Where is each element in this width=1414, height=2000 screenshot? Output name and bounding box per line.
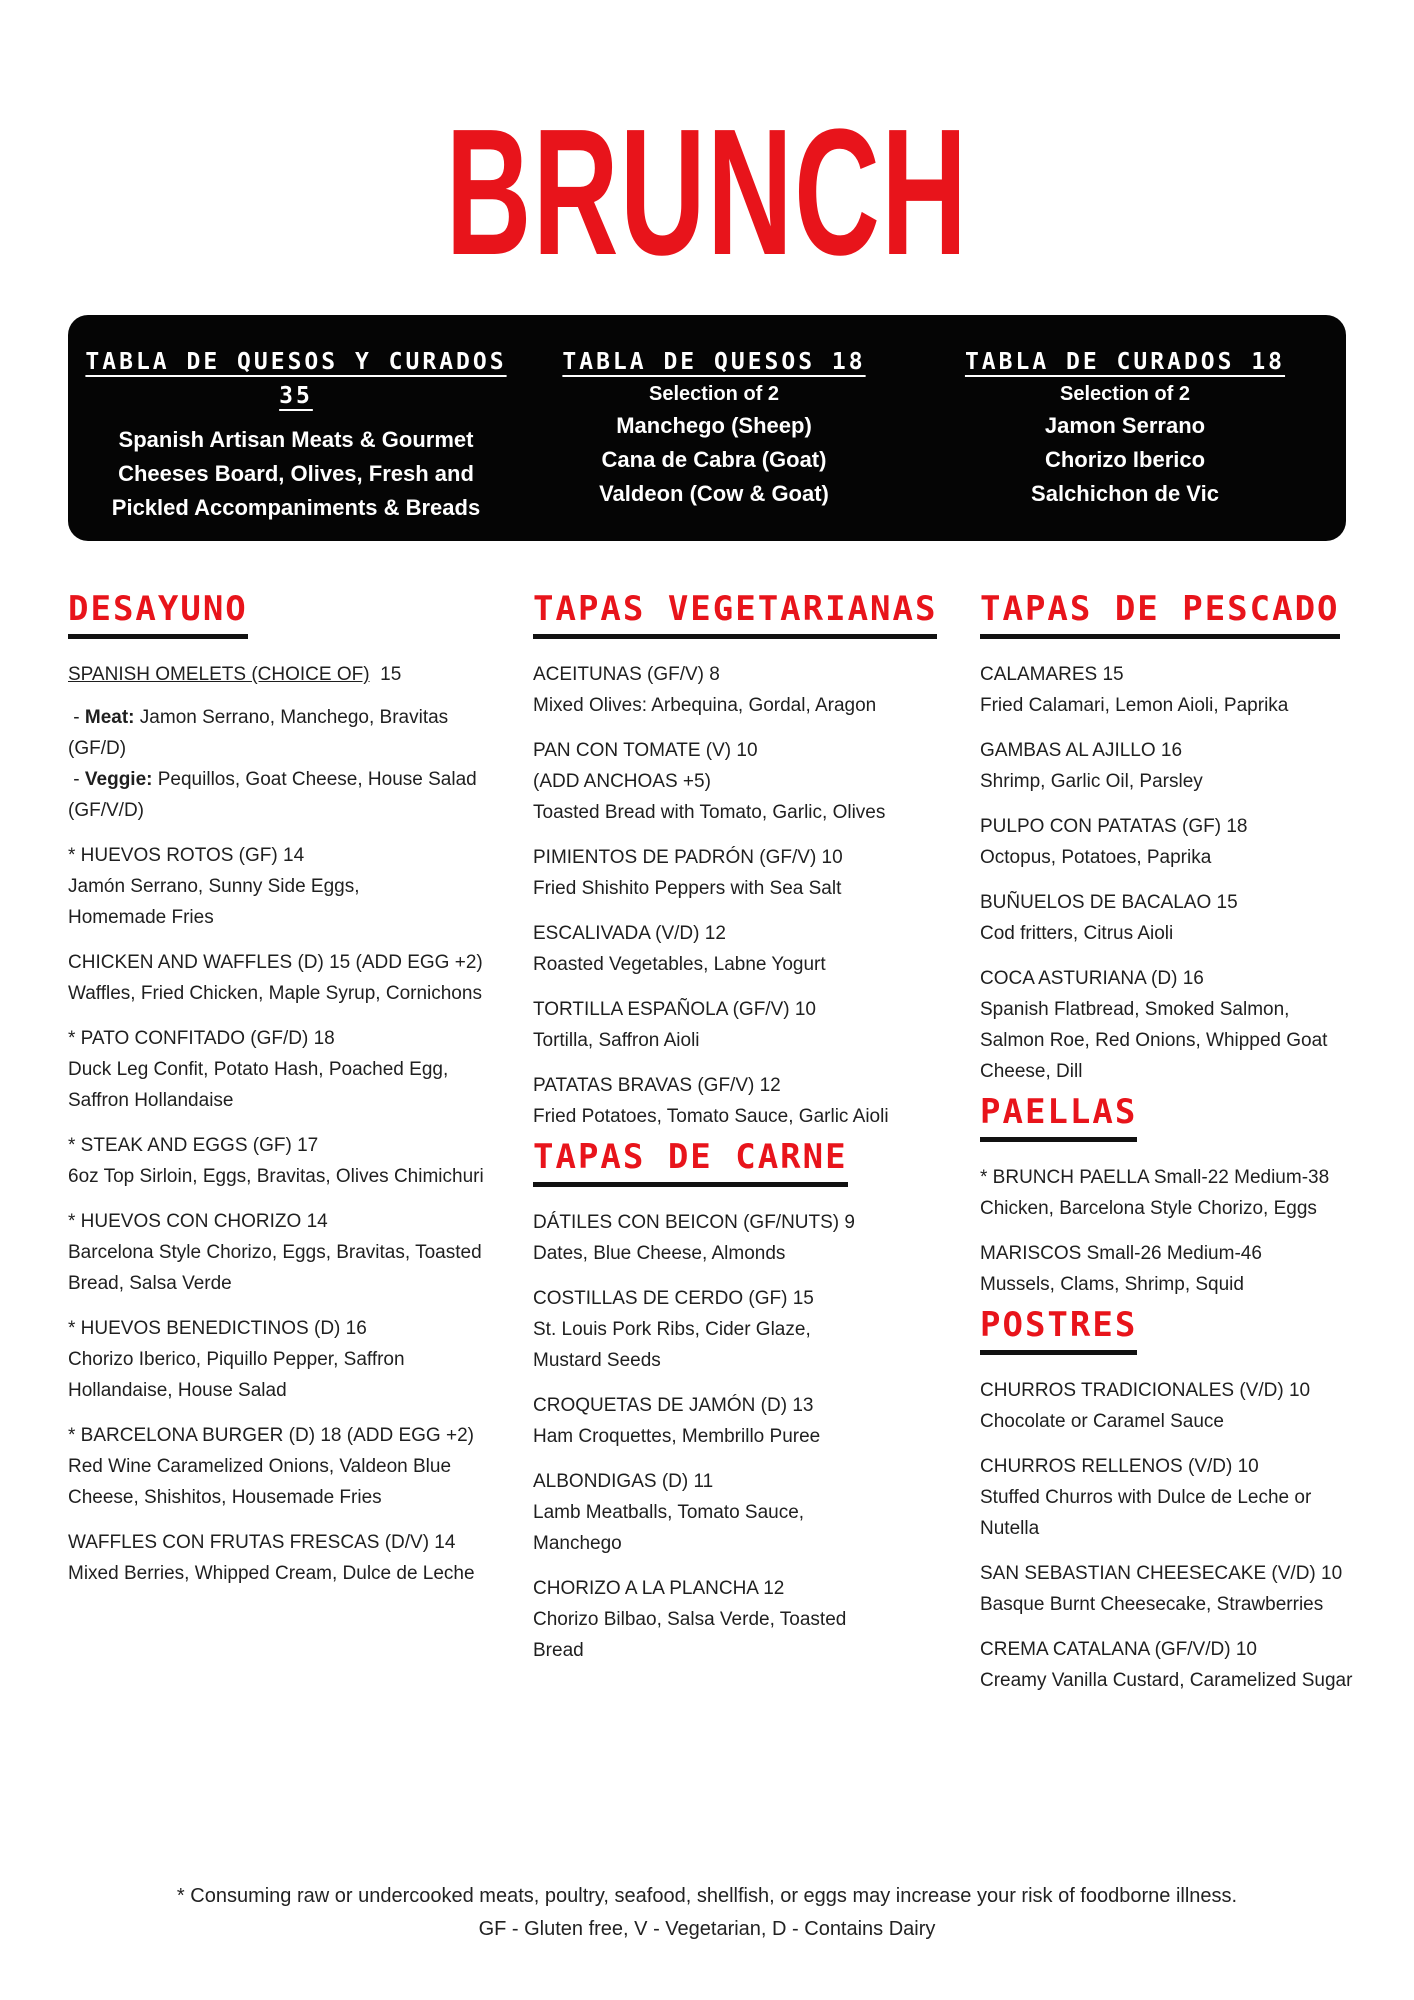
menu-item: CHICKEN AND WAFFLES (D) 15 (ADD EGG +2) Waffles, Fried Chicken, Maple Syrup, Cornichons xyxy=(68,952,483,1004)
menu-item: * BRUNCH PAELLA Small-22 Medium-38 Chicken, Barcelona Style Chorizo, Eggs xyxy=(980,1167,1330,1219)
board-heading: TABLA DE QUESOS 18 xyxy=(562,349,866,375)
board-subtitle: Selection of 2 xyxy=(1059,383,1191,405)
omelet-meat-tags: (GF/D) xyxy=(68,738,127,759)
menu-item: CHURROS TRADICIONALES (V/D) 10 Chocolate or Caramel Sauce xyxy=(980,1380,1311,1432)
menu-title: BRUNCH xyxy=(445,92,969,293)
menu-item: PATATAS BRAVAS (GF/V) 12 Fried Potatoes, Tomato Sauce, Garlic Aioli xyxy=(533,1075,889,1127)
menu-item: COCA ASTURIANA (D) 16 Spanish Flatbread, Smoked Salmon, Salmon Roe, Red Onions, Whipped Goat Cheese, Dill xyxy=(980,968,1328,1082)
menu-item: CALAMARES 15 Fried Calamari, Lemon Aioli, Paprika xyxy=(980,664,1289,716)
menu-item: PAN CON TOMATE (V) 10 (ADD ANCHOAS +5) Toasted Bread with Tomato, Garlic, Olives xyxy=(533,740,886,823)
footer-notes xyxy=(0,1880,1414,1946)
section-heading-vegetarianas: TAPAS VEGETARIANAS xyxy=(533,588,937,639)
board-line: Pickled Accompaniments & Breads xyxy=(111,495,481,520)
board-subtitle: Selection of 2 xyxy=(648,383,780,405)
menu-item: CREMA CATALANA (GF/V/D) 10 Creamy Vanilla Custard, Caramelized Sugar xyxy=(980,1639,1353,1691)
desayuno-column xyxy=(68,588,508,1603)
footer-legend: GF - Gluten free, V - Vegetarian, D - Contains Dairy xyxy=(478,1918,936,1940)
menu-item: * HUEVOS CON CHORIZO 14 Barcelona Style Chorizo, Eggs, Bravitas, Toasted Bread, Salsa Verde xyxy=(68,1211,482,1294)
omelet-veggie-option: - Veggie: Pequillos, Goat Cheese, House Salad xyxy=(68,769,477,790)
section-heading-pescado: TAPAS DE PESCADO xyxy=(980,588,1340,639)
section-heading-desayuno: DESAYUNO xyxy=(68,588,248,639)
section-heading-carne: TAPAS DE CARNE xyxy=(533,1136,848,1187)
menu-item: ACEITUNAS (GF/V) 8 Mixed Olives: Arbequina, Gordal, Aragon xyxy=(533,664,877,716)
omelet-meat-option: - Meat: Jamon Serrano, Manchego, Bravitas xyxy=(68,707,449,728)
menu-item: PIMIENTOS DE PADRÓN (GF/V) 10 Fried Shishito Peppers with Sea Salt xyxy=(533,847,843,899)
menu-item: ALBONDIGAS (D) 11 Lamb Meatballs, Tomato Sauce, Manchego xyxy=(533,1471,805,1554)
board-line: Spanish Artisan Meats & Gourmet xyxy=(118,427,474,452)
menu-item: MARISCOS Small-26 Medium-46 Mussels, Clams, Shrimp, Squid xyxy=(980,1243,1262,1295)
menu-item: * STEAK AND EGGS (GF) 17 6oz Top Sirloin, Eggs, Bravitas, Olives Chimichuri xyxy=(68,1135,484,1187)
board-quesos-y-curados xyxy=(68,345,524,525)
board-line: Valdeon (Cow & Goat) xyxy=(599,481,829,506)
menu-item: PULPO CON PATATAS (GF) 18 Octopus, Potatoes, Paprika xyxy=(980,816,1248,868)
menu-item: ESCALIVADA (V/D) 12 Roasted Vegetables, Labne Yogurt xyxy=(533,923,826,975)
menu-item-omelets xyxy=(68,659,508,826)
menu-item: CHURROS RELLENOS (V/D) 10 Stuffed Churros with Dulce de Leche or Nutella xyxy=(980,1456,1312,1539)
menu-item: CROQUETAS DE JAMÓN (D) 13 Ham Croquettes, Membrillo Puree xyxy=(533,1395,821,1447)
menu-item: BUÑUELOS DE BACALAO 15 Cod fritters, Citrus Aioli xyxy=(980,892,1238,944)
board-line: Jamon Serrano xyxy=(1044,413,1206,438)
board-line: Chorizo Iberico xyxy=(1044,447,1206,472)
menu-item: * HUEVOS ROTOS (GF) 14 Jamón Serrano, Sunny Side Eggs, Homemade Fries xyxy=(68,845,360,928)
pescado-paellas-postres-column xyxy=(980,588,1400,1710)
menu-item: * BARCELONA BURGER (D) 18 (ADD EGG +2) Red Wine Caramelized Onions, Valdeon Blue Cheese, Shishitos, Housemade Fries xyxy=(68,1425,474,1508)
tapas-column xyxy=(533,588,973,1680)
board-heading: TABLA DE QUESOS Y CURADOS 35 xyxy=(85,349,507,409)
menu-item: * HUEVOS BENEDICTINOS (D) 16 Chorizo Iberico, Piquillo Pepper, Saffron Hollandaise, House Salad xyxy=(68,1318,405,1401)
board-heading: TABLA DE CURADOS 18 xyxy=(964,349,1286,375)
menu-item: GAMBAS AL AJILLO 16 Shrimp, Garlic Oil, Parsley xyxy=(980,740,1203,792)
menu-item: DÁTILES CON BEICON (GF/NUTS) 9 Dates, Blue Cheese, Almonds xyxy=(533,1212,855,1264)
board-line: Salchichon de Vic xyxy=(1031,481,1219,506)
board-curados xyxy=(904,345,1346,511)
menu-item: TORTILLA ESPAÑOLA (GF/V) 10 Tortilla, Saffron Aioli xyxy=(533,999,816,1051)
menu-item-name: SPANISH OMELETS (CHOICE OF) 15 xyxy=(68,664,402,685)
board-quesos xyxy=(524,345,904,511)
board-line: Cana de Cabra (Goat) xyxy=(601,447,827,472)
footer-disclaimer: * Consuming raw or undercooked meats, poultry, seafood, shellfish, or eggs may increase your risk of foodborne illness. xyxy=(176,1885,1238,1907)
menu-item: CHORIZO A LA PLANCHA 12 Chorizo Bilbao, Salsa Verde, Toasted Bread xyxy=(533,1578,847,1661)
section-heading-postres: POSTRES xyxy=(980,1304,1137,1355)
board-line: Manchego (Sheep) xyxy=(616,413,812,438)
menu-item: COSTILLAS DE CERDO (GF) 15 St. Louis Pork Ribs, Cider Glaze, Mustard Seeds xyxy=(533,1288,814,1371)
board-line: Cheeses Board, Olives, Fresh and xyxy=(118,461,474,486)
menu-item: WAFFLES CON FRUTAS FRESCAS (D/V) 14 Mixed Berries, Whipped Cream, Dulce de Leche xyxy=(68,1532,475,1584)
menu-item: SAN SEBASTIAN CHEESECAKE (V/D) 10 Basque Burnt Cheesecake, Strawberries xyxy=(980,1563,1343,1615)
section-heading-paellas: PAELLAS xyxy=(980,1091,1137,1142)
menu-item: * PATO CONFITADO (GF/D) 18 Duck Leg Confit, Potato Hash, Poached Egg, Saffron Hollandaise xyxy=(68,1028,449,1111)
omelet-veggie-tags: (GF/V/D) xyxy=(68,800,144,821)
boards-panel xyxy=(68,315,1346,541)
